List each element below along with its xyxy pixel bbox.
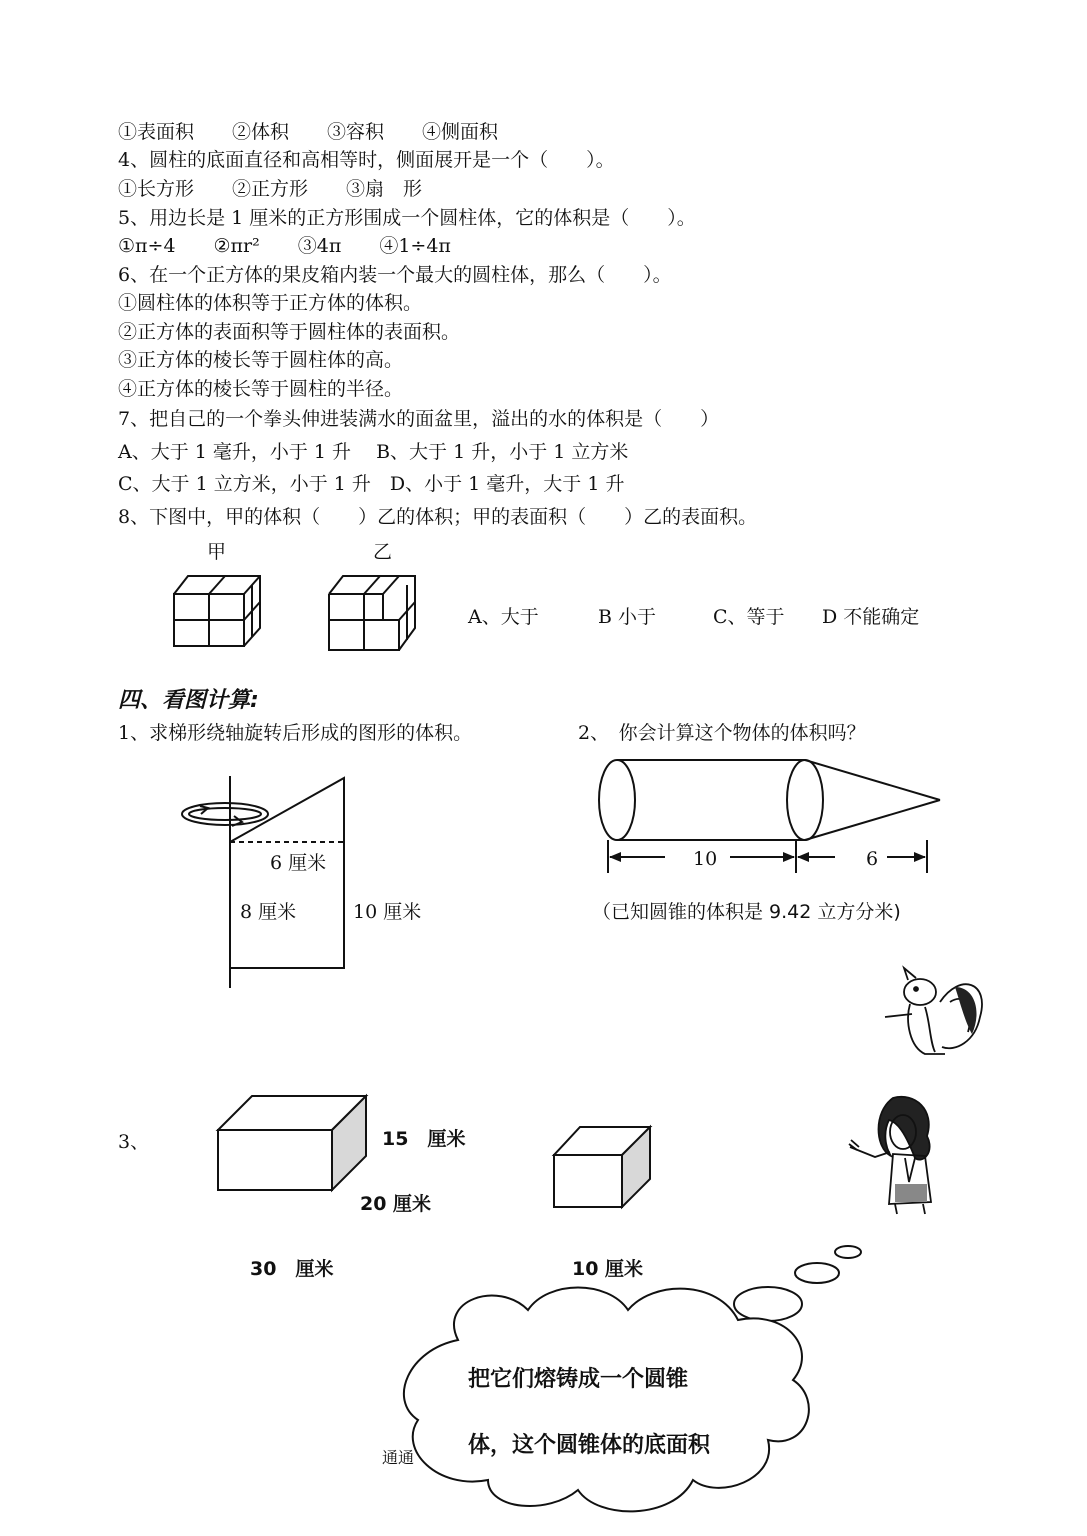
- label-length-10: 10: [693, 848, 718, 870]
- q3-options: ①表面积 ②体积 ③容积 ④侧面积: [118, 121, 499, 143]
- question-5: 5、用边长是 1 厘米的正方形围成一个圆柱体，它的体积是（ ）。: [118, 207, 696, 229]
- cloud-text-line-2: 体，这个圆锥体的底面积: [468, 1433, 711, 1458]
- cone-volume-note: （已知圆锥的体积是 9.42 立方分米): [592, 901, 901, 923]
- label-15cm: 15 厘米: [382, 1128, 466, 1150]
- q6-option-1: ①圆柱体的体积等于正方体的体积。: [118, 292, 423, 314]
- calc-question-1: 1、求梯形绕轴旋转后形成的图形的体积。: [118, 722, 473, 744]
- q7-options-cd: C、大于 1 立方米，小于 1 升 D、小于 1 毫升，大于 1 升: [118, 473, 625, 495]
- cloud-text-line-1: 把它们熔铸成一个圆锥: [468, 1367, 689, 1392]
- question-7: 7、把自己的一个拳头伸进装满水的面盆里，溢出的水的体积是（ ）: [118, 408, 720, 430]
- trapezoid-rotation-figure: [170, 770, 370, 1000]
- question-6: 6、在一个正方体的果皮箱内装一个最大的圆柱体，那么（ ）。: [118, 264, 672, 286]
- label-length-6: 6: [866, 848, 879, 870]
- teacher-illustration: [845, 1092, 945, 1217]
- page-footer: 通通: [382, 1448, 415, 1467]
- cube-figure-jia: [170, 570, 270, 650]
- cube-figure: [552, 1124, 656, 1210]
- q6-option-2: ②正方体的表面积等于圆柱体的表面积。: [118, 321, 461, 343]
- section-heading: 四、看图计算:: [118, 688, 259, 713]
- q6-option-3: ③正方体的棱长等于圆柱体的高。: [118, 349, 404, 371]
- cube-figure-yi: [325, 570, 425, 655]
- calc-question-2: 2、 你会计算这个物体的体积吗？: [578, 722, 866, 744]
- cuboid-figure: [214, 1092, 374, 1196]
- label-6cm: 6 厘米: [270, 852, 327, 874]
- label-yi: 乙: [373, 541, 393, 563]
- q8-option-a: A、大于: [468, 606, 539, 628]
- q6-option-4: ④正方体的棱长等于圆柱的半径。: [118, 378, 404, 400]
- cylinder-cone-figure: [595, 755, 945, 875]
- calc-question-3: 3、: [118, 1131, 150, 1153]
- label-10cm: 10 厘米: [353, 901, 422, 923]
- label-cube-10cm: 10 厘米: [572, 1258, 644, 1280]
- q8-option-b: B 小于: [598, 606, 657, 628]
- label-20cm: 20 厘米: [360, 1193, 432, 1215]
- q8-option-c: C、等于: [713, 606, 785, 628]
- q4-options: ①长方形 ②正方形 ③扇 形: [118, 178, 423, 200]
- question-4: 4、圆柱的底面直径和高相等时，侧面展开是一个（ ）。: [118, 149, 615, 171]
- label-30cm: 30 厘米: [250, 1258, 334, 1280]
- label-jia: 甲: [207, 541, 227, 563]
- question-8: 8、下图中，甲的体积（ ）乙的体积；甲的表面积（ ）乙的表面积。: [118, 506, 758, 528]
- squirrel-illustration: [880, 962, 990, 1062]
- q8-option-d: D 不能确定: [822, 606, 920, 628]
- label-8cm: 8 厘米: [240, 901, 297, 923]
- q5-options: ①π÷4 ②πr² ③4π ④1÷4π: [118, 235, 451, 257]
- q7-options-ab: A、大于 1 毫升，小于 1 升 B、大于 1 升，小于 1 立方米: [118, 441, 629, 463]
